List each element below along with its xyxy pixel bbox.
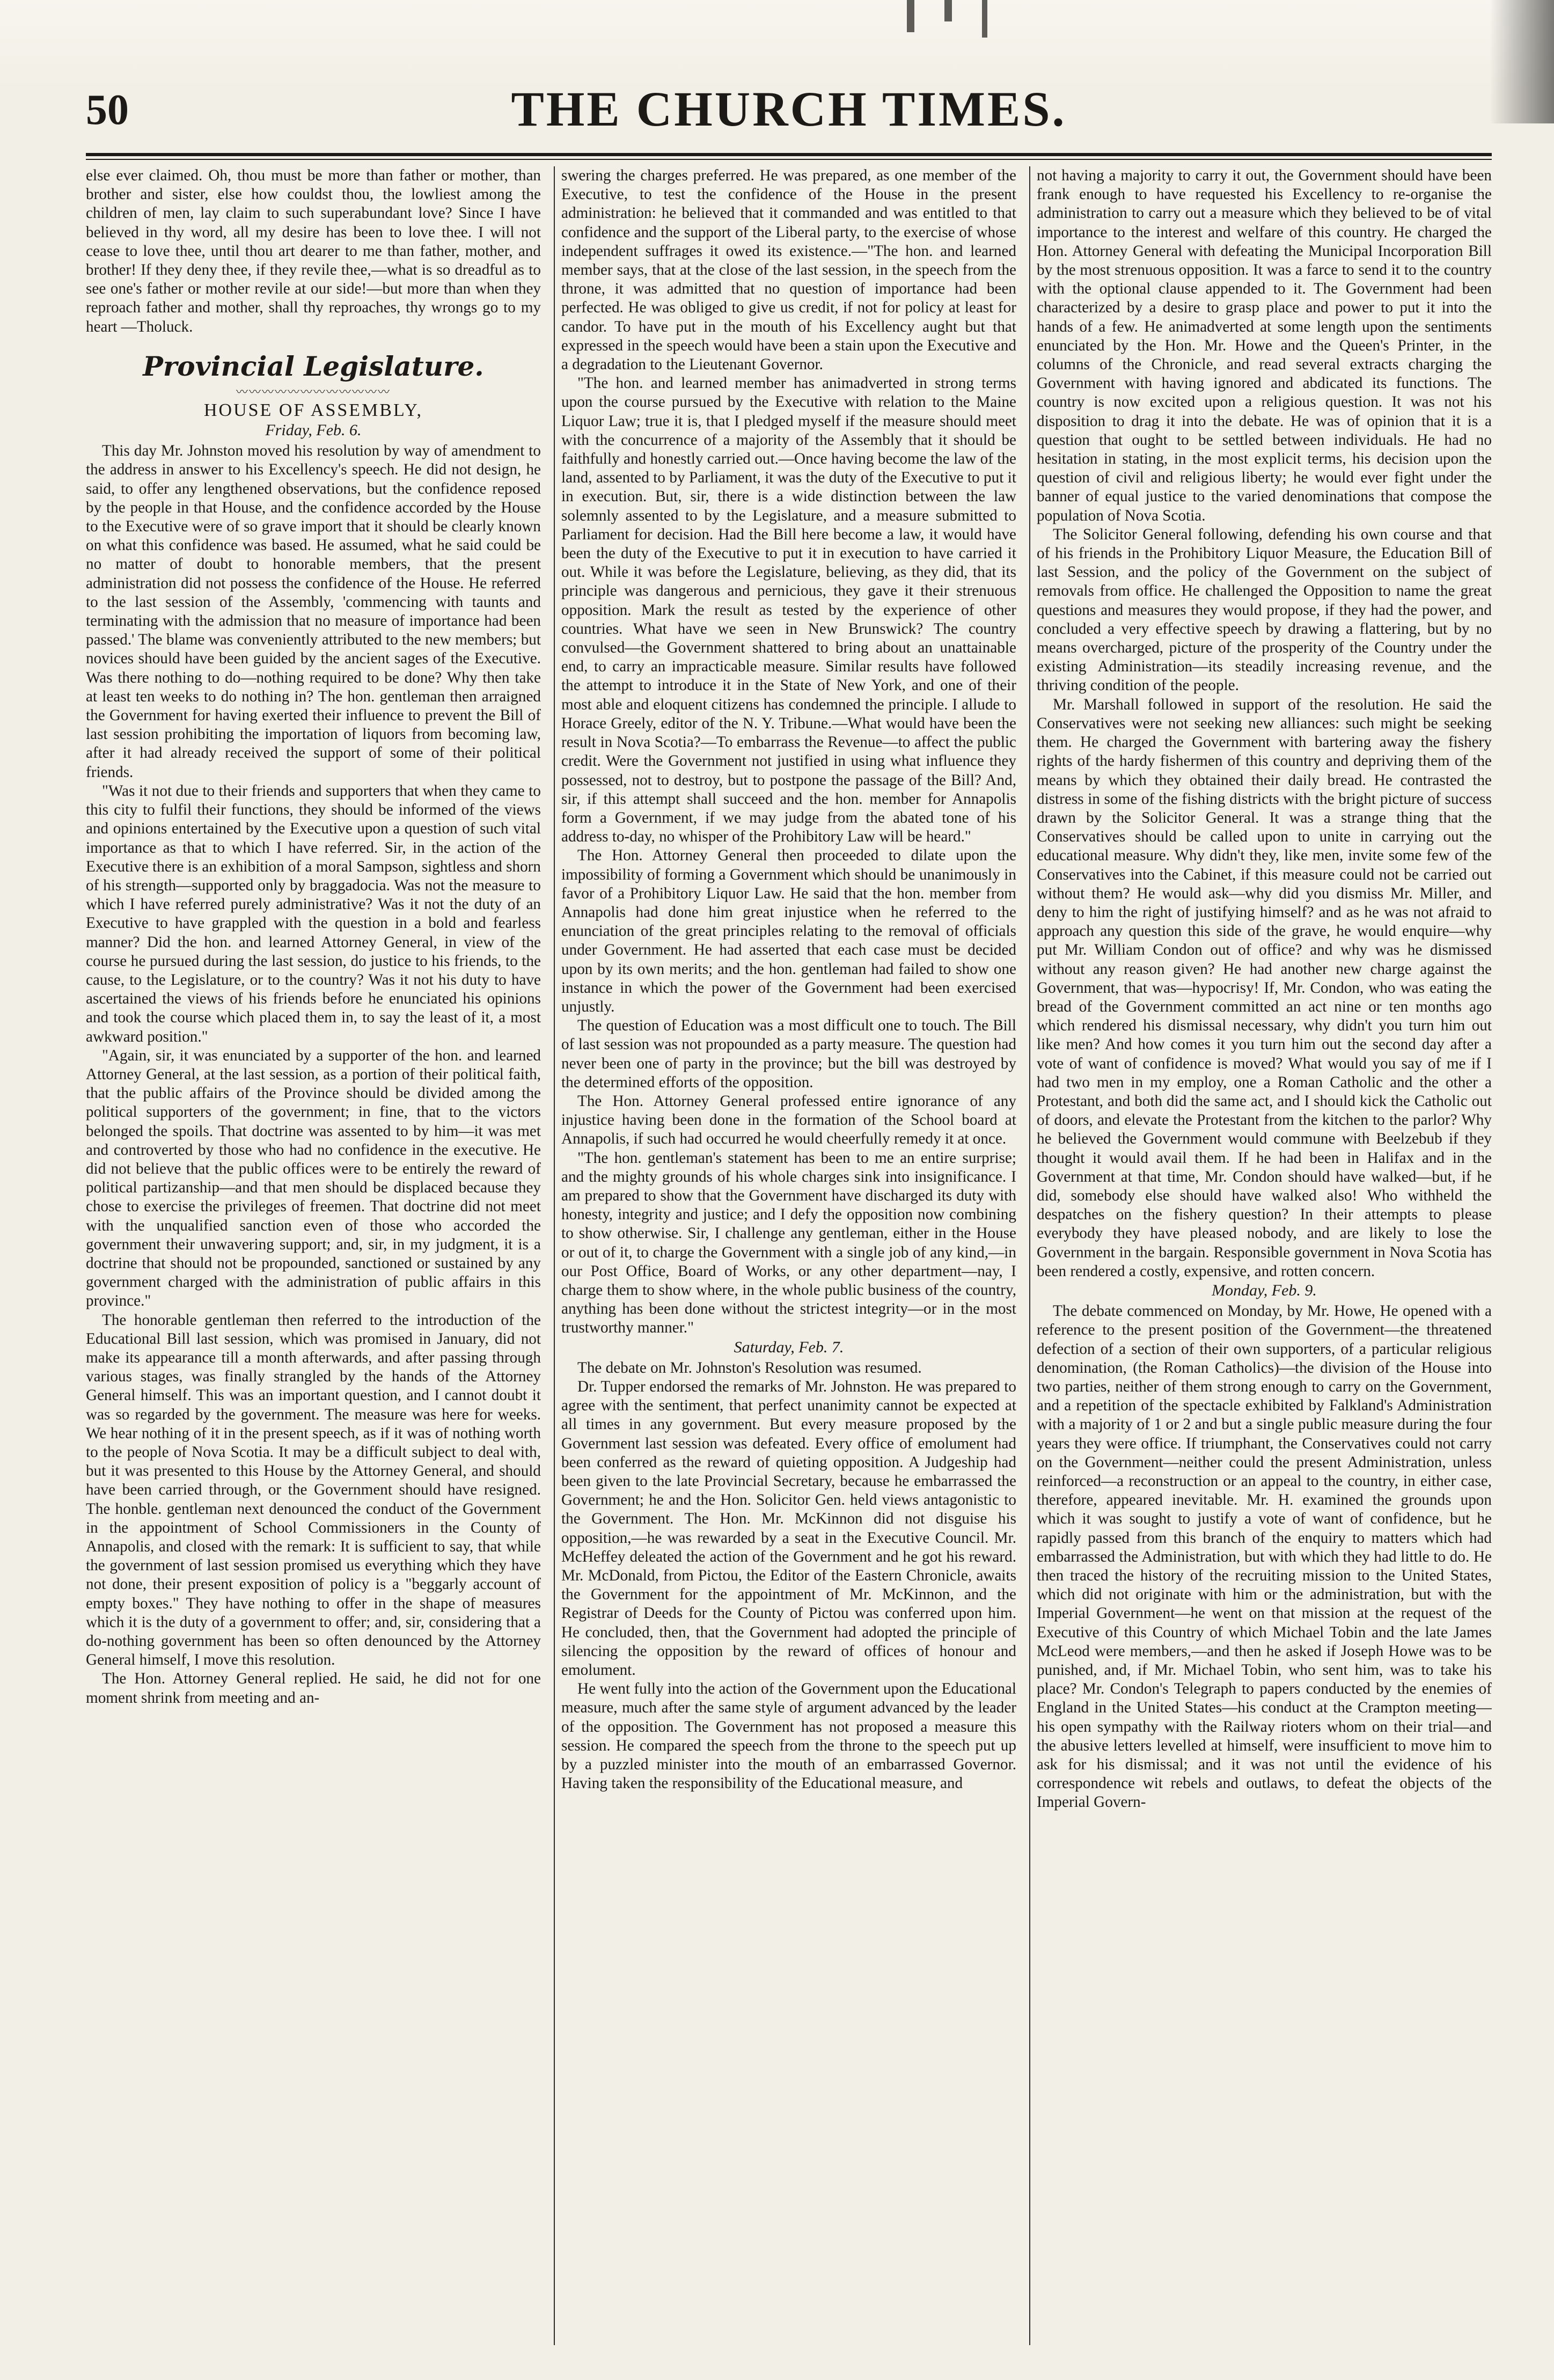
- article-paragraph: "The hon. gentleman's statement has been to me an entire surprise; and the mighty grounds of his whole charges sink into insignificance. I am prepared to show that the Government have discharged its duty with honesty, integrity and justice; and I defy the opposition now combining to show otherwise. Sir, I challenge any gentleman, either in the House or out of it, to charge the Government with a single job of any kind,—in our Post Office, Board of Works, or any other department—nay, I charge them to show where, in the whole public business of the country, anything has been done without the strictest integrity—or in the most trustworthy manner.": [561, 1149, 1016, 1337]
- article-paragraph: He went fully into the action of the Government upon the Educational measure, much after the same style of argument advanced by the leader of the opposition. The Government has not proposed a measure this session. He compared the speech from the throne to the speech put up by a puzzled minister into the mouth of an embarrassed Governor. Having taken the responsibility of the Educational measure, and: [561, 1680, 1016, 1792]
- article-paragraph: swering the charges preferred. He was prepared, as one member of the Executive, to test the confidence of the House in the present administration: he believed that it commanded and was entitled to that confidence and the support of the Liberal party, to the exercise of whose independent suffrages it owed its existence.—"The hon. and learned member says, that at the close of the last session, in the speech from the throne, it was admitted that no question of importance had been perfected. He was obliged to give us credit, if not for policy at least for candor. To have put in the mouth of his Excellency aught but that expressed in the speech would have been a stain upon the Executive and a degradation to the Lieutenant Governor.: [561, 167, 1016, 374]
- column-1: [86, 166, 541, 2345]
- page-header: [86, 80, 1492, 150]
- page-number: 50: [86, 86, 129, 134]
- article-paragraph: The Hon. Attorney General then proceeded to dilate upon the impossibility of forming a Government which should be unanimously in favor of a Prohibitory Liquor Law. He said that the hon. member from Annapolis had done him great injustice when he referred to the enunciation of the great principles relating to the removal of officials under Government. He had asserted that each case must be decided upon by its own merits; and the hon. gentleman had failed to show one instance in which the power of the Government had been exercised unjustly.: [561, 847, 1016, 1015]
- article-paragraph: The Hon. Attorney General replied. He said, he did not for one moment shrink from meeting and an-: [86, 1670, 541, 1707]
- scan-artifact: [907, 0, 914, 32]
- header-rule-thin: [86, 159, 1492, 160]
- article-text: else ever claimed. Oh, thou must be more than father or mother, than brother and sister, else how couldst thou, the lowliest among the children of men, lay claim to such superabundant love? Since I have believed in thy word, all my desire has been to love thee. I will not cease to love thee, until thou art dearer to me than father, mother, and brother! If they deny thee, if they revile thee,—what is so dreadful as to see one's father or mother revile at our side!—but more than when they reproach father and mother, shall thy reproaches, thy wrongs go to my heart —Tholuck.: [86, 167, 541, 335]
- article-paragraph: The Solicitor General following, defending his own course and that of his friends in the Prohibitory Liquor Measure, the Education Bill of last Session, and the policy of the Government on the subject of removals from office. He challenged the Opposition to name the great questions and measures they would propose, if they had the power, and concluded a very effective speech by drawing a flattering, but by no means overcharged, picture of the prosperity of the Country under the existing Administration—its steadily increasing revenue, and the thriving condition of the people.: [1037, 525, 1492, 694]
- scan-corner-shadow: [1490, 0, 1554, 123]
- article-paragraph: "Was it not due to their friends and supporters that when they came to this city to fulfil their functions, they should be informed of the views and opinions entertained by the Executive upon a question of such vital importance as that to which I have referred. Sir, in the action of the Executive there is an exhibition of a moral Sampson, sightless and shorn of his strength—supported only by braggadocia. Was not the measure to which I have referred purely administrative? Was it not the duty of an Executive to have grappled with the question in a bold and fearless manner? Did the hon. and learned Attorney General, in view of the course he pursued during the last session, do justice to his friends, to the cause, to the Legislature, or to the country? Was it not his duty to have ascertained the views of his friends before he enunciated his opinions and took the course which placed them in, to say the least of it, a most awkward position.": [86, 782, 541, 1045]
- house-heading: HOUSE OF ASSEMBLY,: [203, 400, 423, 420]
- scan-margin: [0, 0, 1554, 91]
- header-rule: [86, 153, 1492, 156]
- dateline: Friday, Feb. 6.: [265, 421, 362, 440]
- article-paragraph: "Again, sir, it was enunciated by a supporter of the hon. and learned Attorney General, at the last session, as a portion of their political faith, that the public affairs of the Province should be divided among the political supporters of the government; in fine, that to the victors belonged the spoils. That doctrine was assented to by him—it was met and controverted by those who had no confidence in the executive. He did not believe that the public offices were to be entirely the reward of political partizanship—and that men should be displaced because they chose to exercise the privileges of freemen. That doctrine did not meet with the unqualified sanction even of those who accorded the government their unwavering support; and, sir, in my judgment, it is a doctrine that should not be propounded, sanctioned or sustained by any government charged with the administration of public affairs in this province.": [86, 1046, 541, 1310]
- article-paragraph: This day Mr. Johnston moved his resolution by way of amendment to the address in answer to his Excellency's speech. He did not design, he said, to offer any lengthened observations, but the confidence reposed by the people in that House, and the confidence accorded by the House to the Executive were of so grave import that it should be clearly known on what this confidence was based. He assumed, what he said could be no matter of doubt to honorable members, that the present administration did not possess the confidence of the House. He referred to the last session of the Assembly, 'commencing with taunts and terminating with the admission that no measure of importance had been passed.' The blame was conveniently attributed to the new members; but novices should have been guided by the ancient sages of the Executive. Was there nothing to do—nothing required to be done? Why then take at least ten weeks to do nothing in? The hon. gentleman then arraigned the Government for having exerted their influence to prevent the Bill of last session prohibiting the importation of liquors from becoming law, after it had already received the support of some of their political friends.: [86, 442, 541, 781]
- article-paragraph: "The hon. and learned member has animadverted in strong terms upon the course pursued by the Executive with relation to the Maine Liquor Law; true it is, that I pledged myself if the measure should meet with the concurrence of a majority of the Assembly that it should be faithfully and honestly carried out.—Once having become the law of the land, assented to by Parliament, it was the duty of the Executive to put it in execution. But, sir, there is a wide distinction between the law solemnly assented to by the Legislature, and a measure submitted to Parliament for decision. Had the Bill here become a law, it would have been the duty of the Executive to put it in execution to have carried it out. While it was before the Legislature, believing, as they did, that its principle was dangerous and pernicious, they gave it their strenuous opposition. Mark the result as tested by the experience of other countries. What have we seen in New Brunswick? The country convulsed—the Government shattered to bring about an unattainable end, to carry an impracticable measure. Similar results have followed the attempt to introduce it in the State of New York, and one of their most able and eloquent citizens has condemned the principle. I allude to Horace Greely, editor of the N. Y. Tribune.—What would have been the result in Nova Scotia?—To embarrass the Revenue—to affect the public credit. Were the Government not justified in using what influence they possessed, not to destroy, but to postpone the passage of the Bill? And, sir, if this attempt shall succeed and the hon. member for Annapolis form a Government, if we may judge from the abated tone of his address to-day, no whisper of the Prohibitory Law will be heard.": [561, 375, 1016, 846]
- article-paragraph: Dr. Tupper endorsed the remarks of Mr. Johnston. He was prepared to agree with the sentiment, that perfect unanimity cannot be expected at all times in any government. But every measure proposed by the Government last session was defeated. Every office of emolument had been conferred as the reward of quieting opposition. A Judgeship had been given to the late Provincial Secretary, because he embarrassed the Government; he and the Hon. Solicitor Gen. held views antagonistic to the Government. The Hon. Mr. McKinnon did not disguise his opposition,—he was rewarded by a seat in the Executive Council. Mr. McHeffey deleated the action of the Government and he got his reward. Mr. McDonald, from Pictou, the Editor of the Eastern Chronicle, awaits the Government for the appointment of Mr. McKinnon, and the Registrar of Deeds for the County of Pictou was conferred upon him. He concluded, then, that the Government had adopted the principle of silencing the opposition by the reward of offices of honour and emolument.: [561, 1378, 1016, 1679]
- column-2: [554, 166, 1016, 2345]
- dateline: Saturday, Feb. 7.: [734, 1338, 844, 1356]
- article-paragraph: The Hon. Attorney General professed entire ignorance of any injustice having been done in the formation of the School board at Annapolis, if such had occurred he would cheerfully remedy it at once.: [561, 1092, 1016, 1148]
- article-paragraph: The honorable gentleman then referred to the introduction of the Educational Bill last session, which was promised in January, did not make its appearance till a month afterwards, and after passing through various stages, was finally strangled by the hands of the Attorney General himself. This was an important question, and I cannot doubt it was so regarded by the government. The measure was here for weeks. We hear nothing of it in the present speech, as if it was of nothing worth to the people of Nova Scotia. It may be a difficult subject to deal with, but it was presented to this House by the Attorney General, and should have been carried through, or the Government should have resigned. The honble. gentleman next denounced the conduct of the Government in the appointment of School Commissioners in the County of Annapolis, and closed with the remark: It is sufficient to say, that while the government of last session promised us everything which they have not done, their present exposition of policy is a "beggarly account of empty boxes." They have nothing to offer in the shape of measures which it is the duty of a government to offer; and, sir, considering that a do-nothing government has been so often denounced by the Attorney General himself, I move this resolution.: [86, 1311, 541, 1669]
- dateline: Monday, Feb. 9.: [1212, 1281, 1317, 1299]
- article-paragraph: The debate on Mr. Johnston's Resolution was resumed.: [577, 1359, 922, 1376]
- article-paragraph: not having a majority to carry it out, the Government should have been frank enough to have requested his Excellency to re-organise the administration to carry out a measure which they believed to be of vital importance to the interest and welfare of this country. He charged the Hon. Attorney General with defeating the Municipal Incorporation Bill by the most strenuous opposition. It was a farce to send it to the country with the optional clause appended to it. The Government had been characterized by a desire to grasp place and power to put it into the hands of a few. He animadverted at some length upon the sentiments enunciated by the Hon. Mr. Howe and the Queen's Printer, in the columns of the Chronicle, and read several extracts charging the Government with having ignored and abdicated its functions. The country is now excited upon a religious question. It was not his disposition to drag it into the debate. He was of opinion that it is a question that ought to be settled between individuals. He had no hesitation in stating, in the most explicit terms, his decision upon the question of civil and religious liberty; he would ever fight under the banner of equal justice to the varied denominations that compose the population of Nova Scotia.: [1037, 167, 1492, 524]
- scan-artifact: [982, 0, 987, 38]
- article-paragraph: The question of Education was a most difficult one to touch. The Bill of last session was not propounded as a party measure. The question had never been one of party in the province; but the bill was destroyed by the determined efforts of the opposition.: [561, 1017, 1016, 1091]
- section-title: Provincial Legislature.: [143, 350, 484, 382]
- text-columns: [86, 166, 1492, 2345]
- masthead-title: THE CHURCH TIMES.: [511, 82, 1067, 136]
- ornamental-rule: 〰〰〰〰〰〰〰〰〰〰〰〰: [236, 385, 391, 399]
- article-paragraph: Mr. Marshall followed in support of the resolution. He said the Conservatives were not seeking new alliances: such might be seeking them. He charged the Government with bartering away the fishery rights of the hardy fishermen of this country and depriving them of the means by which they obtained their daily bread. He contrasted the distress in some of the fishing districts with the bright picture of success drawn by the Solicitor General. It was a strange thing that the Conservatives should be called upon to unite in carrying out the educational measure. Why didn't they, like men, invite some few of the Conservatives into the Cabinet, if this measure could not be carried out without them? He would ask—why did you dismiss Mr. Miller, and deny to him the right of justifying himself? and as he was not afraid to approach any question this side of the grave, he would enquire—why put Mr. William Condon out of office? and why was he dismissed without any reason given? He had another new charge against the Government, that was—hypocrisy! If, Mr. Condon, who was eating the bread of the Government committed an act nine or ten months ago which rendered his dismissal necessary, why didn't you turn him out like men? And how comes it you turn him out the second day after a vote of want of confidence is moved? What would you say of me if I had two men in my employ, one a Roman Catholic and the other a Protestant, and both did the same act, and I should kick the Catholic out of doors, and elevate the Protestant from the kitchen to the parlor? Why he believed the Government would commune with Beelzebub if they thought it would avail them. If he had been in Halifax and in the Government at that time, Mr. Condon should have walked—but, if he did, somebody else should have walked also! Who withheld the despatches on the fishery question? In their attempts to please everybody they have pleased nobody, and are likely to lose the Government in the bargain. Responsible government in Nova Scotia has been rendered a costly, expensive, and rotten concern.: [1037, 695, 1492, 1280]
- article-paragraph: The debate commenced on Monday, by Mr. Howe, He opened with a reference to the present position of the Government—the threatened defection of a section of their own supporters, of a particular religious denomination, (the Roman Catholics)—the division of the House into two parties, neither of them strong enough to carry on the Government, and a repetition of the spectacle exhibited by Falkland's Administration with a majority of 1 or 2 and but a single public measure during the four years they were office. If triumphant, the Conservatives could not carry on the Government—neither could the present Administration, unless reinforced—a reconstruction or an appeal to the country, in either case, therefore, appeared inevitable. Mr. H. examined the grounds upon which it was sought to justify a vote of want of confidence, but he rapidly passed from this branch of the enquiry to matters which had embarrassed the Administration, but with which they had little to do. He then traced the history of the recruiting mission to the United States, which did not originate with him or the administration, but with the Imperial Government—he went on that mission at the request of the Executive of this Country of which Michael Tobin and the late James McLeod were members,—and then he asked if Joseph Howe was to be punished, and, if Mr. Michael Tobin, who sent him, was to take his place? Mr. Condon's Telegraph to papers conducted by the enemies of England in the United States—his conduct at the Crampton meeting—his open sympathy with the Railway rioters whom on their trial—and the abusive letters levelled at himself, were insufficient to move him to ask for his dismissal; and it was not until the evidence of his correspondence wit rebels and outlaws, to defeat the objects of the Imperial Govern-: [1037, 1302, 1492, 1811]
- scan-artifact: [944, 0, 952, 21]
- column-3: [1029, 166, 1492, 2345]
